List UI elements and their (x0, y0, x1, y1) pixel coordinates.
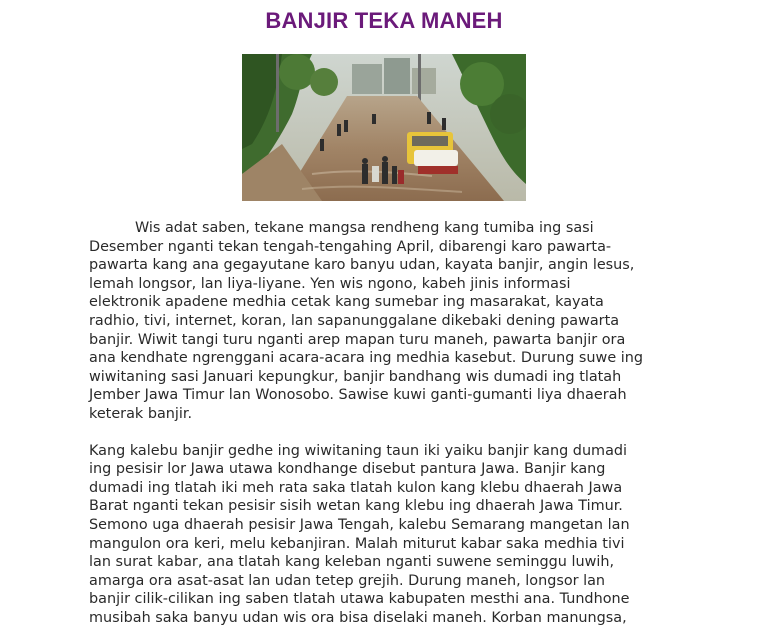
paragraph-1 (89, 219, 689, 424)
text-line: radhio, tivi, internet, koran, lan sapanunggalane dikebaki dening pawarta (89, 312, 620, 329)
text-line: amarga ora asat-asat lan udan tetep grejih. Durung maneh, longsor lan (89, 572, 606, 589)
text-line: Wis adat saben, tekane mangsa rendheng kang tumiba ing sasi (135, 220, 594, 236)
text-line: Kang kalebu banjir gedhe ing wiwitaning taun iki yaiku banjir kang dumadi (89, 442, 628, 459)
text-line: keterak banjir. (89, 405, 193, 422)
text-line: Barat nganti tekan pesisir sisih wetan kang klebu ing dhaerah Jawa Timur. (89, 498, 623, 515)
text-line: musibah saka banyu udan wis ora bisa diselaki maneh. Korban manungsa, (89, 609, 627, 626)
text-line: banjir cilik-cilikan ing saben tlatah utawa kabupaten mesthi ana. Tundhone (89, 591, 630, 608)
flood-photo (242, 54, 526, 201)
flood-street-photo-icon (242, 54, 526, 201)
paragraph-2 (89, 442, 689, 628)
text-line: Desember nganti tekan tengah-tengahing April, dibarengi karo pawarta- (89, 238, 612, 255)
text-line: ana kendhate ngrenggani acara-acara ing medhia kasebut. Durung suwe ing (89, 350, 643, 367)
text-line: lan surat kabar, ana tlatah kang keleban nganti suwene seminggu luwih, (89, 554, 615, 571)
text-line: pawarta kang ana gegayutane karo banyu udan, kayata banjir, angin lesus, (89, 257, 635, 274)
text-line: mangulon ora keri, melu kebanjiran. Malah miturut kabar saka medhia tivi (89, 535, 625, 552)
text-line: elektronik apadene medhia cetak kang sumebar ing masarakat, kayata (89, 294, 604, 311)
text-line: ing pesisir lor Jawa utawa kondhange disebut pantura Jawa. Banjir kang (89, 461, 606, 478)
text-line: banjir. Wiwit tangi turu nganti arep mapan turu maneh, pawarta banjir ora (89, 331, 626, 348)
text-line: Jember Jawa Timur lan Wonosobo. Sawise kuwi ganti-gumanti liya dhaerah (89, 387, 627, 404)
text-line: dumadi ing tlatah iki meh rata saka tlatah kulon kang klebu dhaerah Jawa (89, 479, 623, 496)
text-line: wiwitaning sasi Januari kepungkur, banjir bandhang wis dumadi ing tlatah (89, 368, 622, 385)
article-title: BANJIR TEKA MANEH (265, 8, 503, 33)
text-line: lemah longsor, lan liya-liyane. Yen wis ngono, kabeh jinis informasi (89, 275, 571, 292)
article-body (89, 219, 689, 627)
text-line: Semono uga dhaerah pesisir Jawa Tengah, kalebu Semarang mangetan lan (89, 516, 630, 533)
